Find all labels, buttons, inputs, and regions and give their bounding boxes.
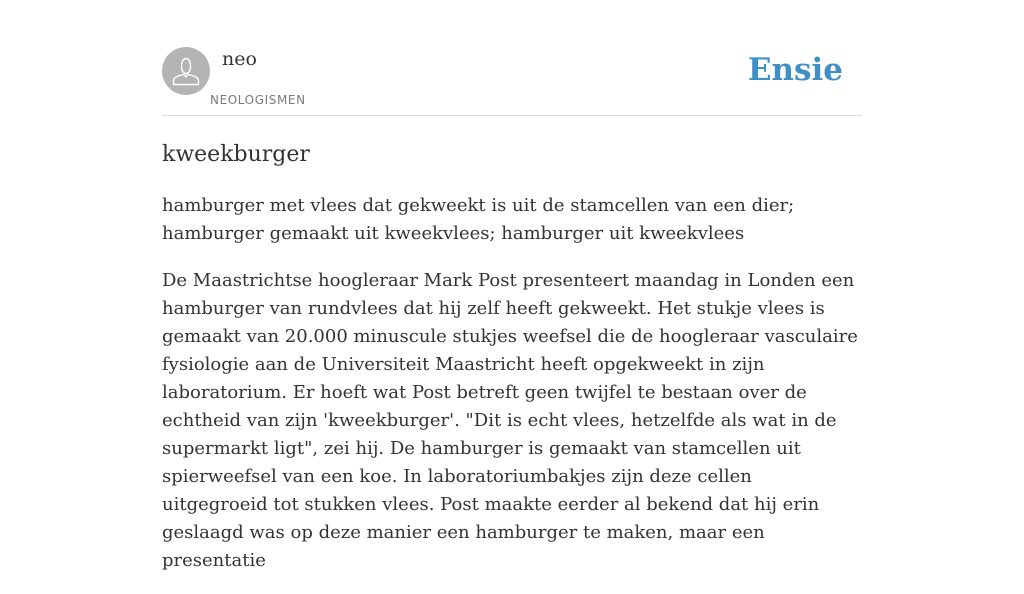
page-title: kweekburger — [162, 142, 310, 167]
definition-text: hamburger met vlees dat gekweekt is uit de stamcellen van een dier; hamburger gemaakt uit kweekvlees; hamburger uit kweekvlees — [162, 195, 795, 244]
header — [162, 46, 862, 116]
example-text: De Maastrichtse hoogleraar Mark Post presenteert maandag in Londen een hamburger van rundvlees dat hij zelf heeft gekweekt. Het stukje vlees is gemaakt van 20.000 minuscule stukjes weefsel die de hoogleraar vasculaire fysiologie aan de Universiteit Maastricht heeft opgekweekt in zijn laboratorium. Er hoeft wat Post betreft geen twijfel te bestaan over de echtheid van zijn 'kweekburger'. "Dit is echt vlees, hetzelfde als wat in de supermarkt ligt", zei hij. De hamburger is gemaakt van stamcellen uit spierweefsel van een koe. In laboratoriumbakjes zijn deze cellen uitgegroeid tot stukken vlees. Post maakte eerder al bekend dat hij erin geslaagd was op deze manier een hamburger te maken, maar een presentatie — [162, 270, 858, 571]
avatar[interactable] — [162, 47, 210, 95]
entry-content — [162, 192, 862, 594]
user-silhouette-icon — [162, 47, 210, 95]
username[interactable]: neo — [222, 48, 257, 70]
ensie-logo[interactable]: Ensie — [747, 52, 843, 88]
category-label[interactable]: NEOLOGISMEN — [210, 93, 306, 107]
